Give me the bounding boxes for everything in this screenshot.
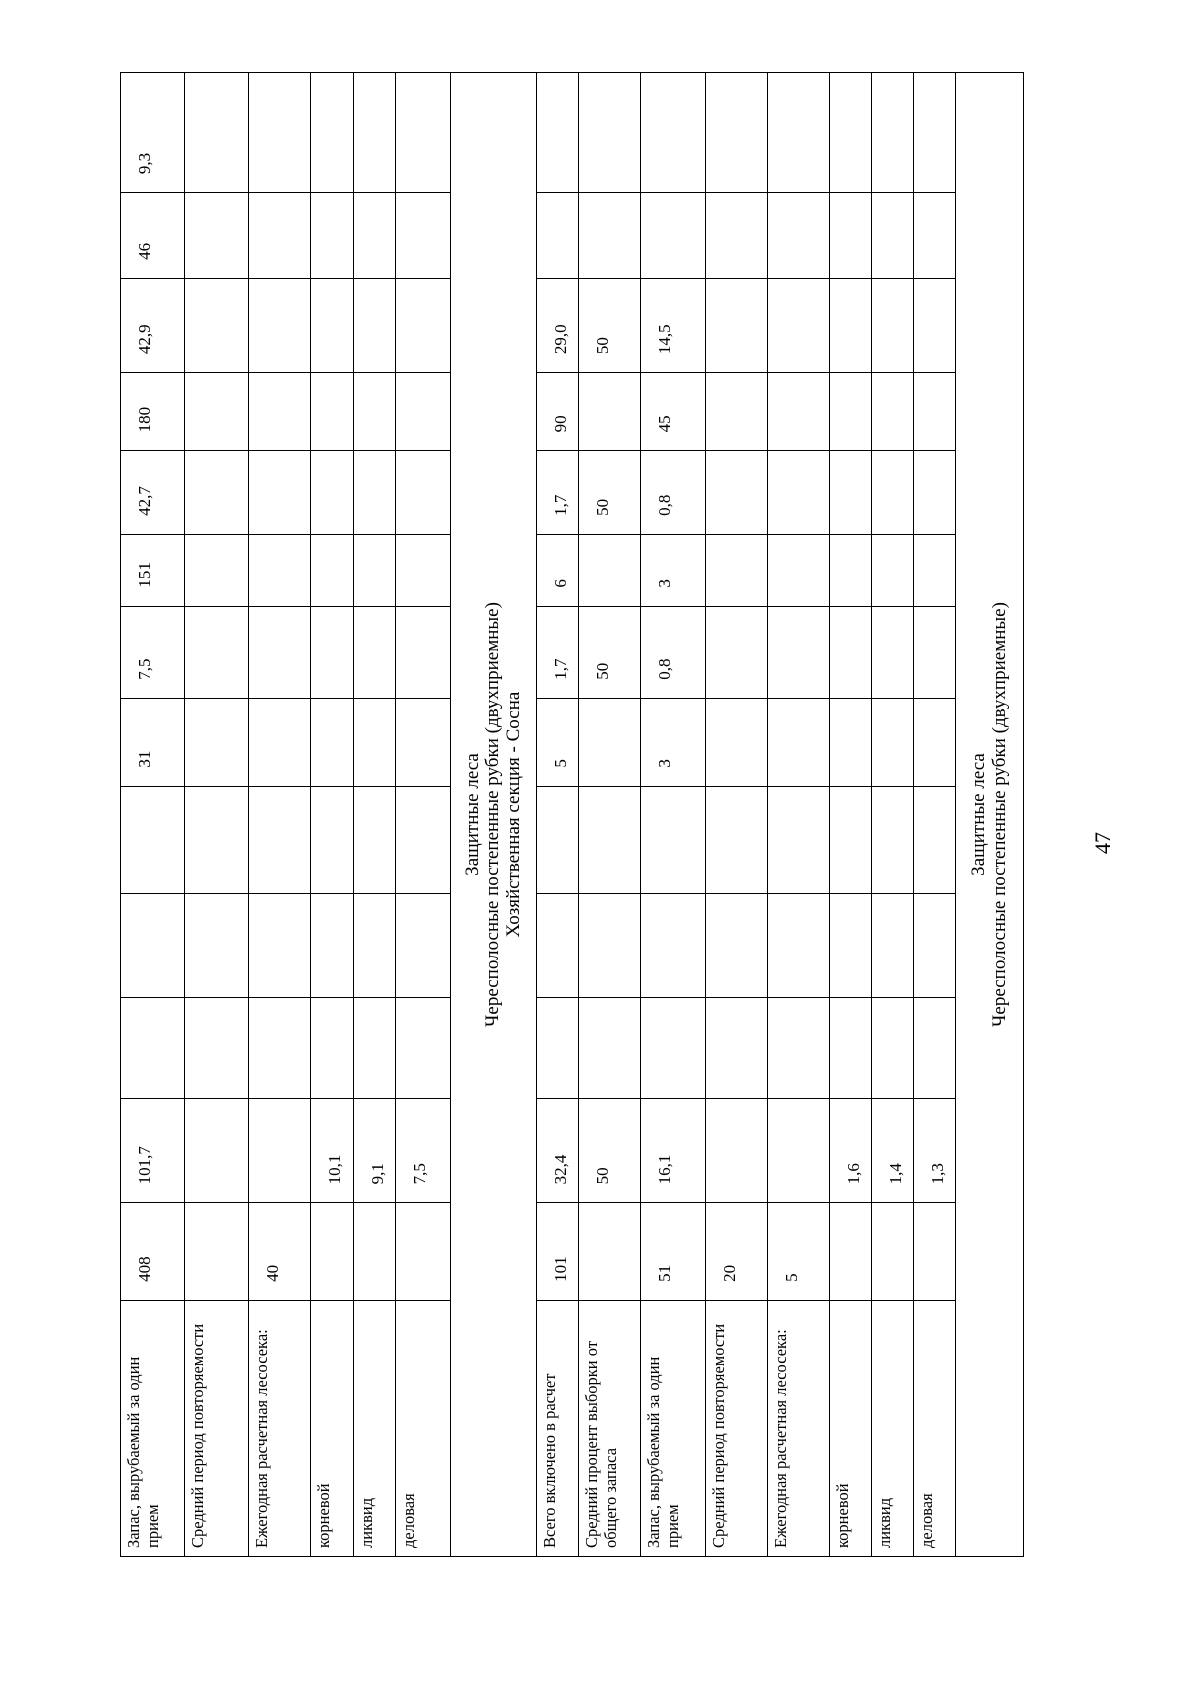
table-cell: 90 — [537, 373, 579, 451]
table-cell — [914, 893, 956, 997]
table-cell — [396, 278, 451, 372]
table-cell — [768, 278, 830, 372]
table-row — [830, 73, 872, 1557]
table-cell — [311, 606, 354, 698]
table-cell — [914, 193, 956, 279]
table-cell — [768, 997, 830, 1099]
table-cell — [396, 451, 451, 535]
table-cell — [872, 534, 914, 606]
table-cell — [579, 373, 641, 451]
table-cell: 151 — [121, 534, 185, 606]
table-cell — [914, 278, 956, 372]
row-label: ликвид — [354, 1300, 396, 1556]
table-cell — [579, 786, 641, 893]
table-cell — [706, 73, 768, 193]
table-cell — [249, 534, 311, 606]
table-cell: 101,7 — [121, 1099, 185, 1203]
table-cell — [579, 534, 641, 606]
table-cell — [311, 786, 354, 893]
table-cell — [872, 1203, 914, 1301]
table-cell — [185, 786, 249, 893]
table-cell: 9,1 — [354, 1099, 396, 1203]
table-cell — [354, 893, 396, 997]
table-cell — [354, 73, 396, 193]
table-cell — [121, 786, 185, 893]
table-cell — [396, 997, 451, 1099]
table-cell — [537, 73, 579, 193]
table-cell — [579, 193, 641, 279]
table-cell: 50 — [579, 278, 641, 372]
table-cell: 7,5 — [396, 1099, 451, 1203]
table-cell — [396, 606, 451, 698]
table-cell — [706, 893, 768, 997]
table-cell — [830, 534, 872, 606]
table-cell — [872, 606, 914, 698]
table-cell — [706, 1099, 768, 1203]
table-cell — [830, 193, 872, 279]
section-title-line: Чересполосные постепенные рубки (двухприемные) — [988, 602, 1010, 1027]
table-cell — [641, 73, 706, 193]
table-cell — [354, 193, 396, 279]
row-label: деловая — [914, 1300, 956, 1556]
table-cell — [249, 278, 311, 372]
table-cell: 0,8 — [641, 606, 706, 698]
row-label: деловая — [396, 1300, 451, 1556]
table-cell: 1,7 — [537, 606, 579, 698]
table-cell — [537, 193, 579, 279]
table-cell — [354, 373, 396, 451]
table-cell — [249, 698, 311, 786]
table-cell — [396, 534, 451, 606]
table-cell — [311, 997, 354, 1099]
table-row — [537, 73, 579, 1557]
table-cell — [537, 893, 579, 997]
table-cell — [396, 786, 451, 893]
table-cell: 50 — [579, 606, 641, 698]
table-cell: 50 — [579, 1099, 641, 1203]
table-cell — [914, 534, 956, 606]
table-cell — [768, 73, 830, 193]
table-cell — [830, 373, 872, 451]
table-cell: 1,7 — [537, 451, 579, 535]
table-cell: 42,7 — [121, 451, 185, 535]
table-cell — [185, 1203, 249, 1301]
table-cell — [641, 193, 706, 279]
table-cell — [914, 698, 956, 786]
table-cell — [768, 1099, 830, 1203]
table-cell — [354, 278, 396, 372]
table-cell — [872, 278, 914, 372]
table-row — [396, 73, 451, 1557]
table-cell — [830, 698, 872, 786]
table-cell — [641, 997, 706, 1099]
table-cell — [641, 786, 706, 893]
table-cell — [830, 606, 872, 698]
table-cell — [579, 698, 641, 786]
table-cell — [185, 1099, 249, 1203]
table-cell: 3 — [641, 534, 706, 606]
table-cell — [914, 606, 956, 698]
section-title — [956, 73, 1024, 1557]
table-cell — [249, 786, 311, 893]
table-cell: 1,4 — [872, 1099, 914, 1203]
table-cell — [354, 534, 396, 606]
table-row — [249, 73, 311, 1557]
table-cell — [872, 786, 914, 893]
table-cell — [185, 534, 249, 606]
table-row — [872, 73, 914, 1557]
table-cell — [579, 73, 641, 193]
table-row — [641, 73, 706, 1557]
table-cell: 1,3 — [914, 1099, 956, 1203]
table-cell — [537, 997, 579, 1099]
table-cell: 50 — [579, 451, 641, 535]
table-cell: 408 — [121, 1203, 185, 1301]
table-cell — [914, 451, 956, 535]
row-label: Ежегодная расчетная лесосека: — [249, 1300, 311, 1556]
table-cell — [914, 1203, 956, 1301]
table-cell — [768, 534, 830, 606]
table-cell — [185, 193, 249, 279]
cutting-calculation-table — [120, 72, 1024, 1557]
table-cell — [768, 893, 830, 997]
table-cell — [354, 786, 396, 893]
table-cell — [121, 893, 185, 997]
table-cell — [830, 451, 872, 535]
table-cell: 45 — [641, 373, 706, 451]
table-cell: 3 — [641, 698, 706, 786]
table-cell — [396, 193, 451, 279]
table-cell — [914, 997, 956, 1099]
row-label: Средний процент выборки от общего запаса — [579, 1300, 641, 1556]
row-label: Средний период повторяемости — [185, 1300, 249, 1556]
table-cell — [872, 73, 914, 193]
table-cell: 180 — [121, 373, 185, 451]
table-cell — [768, 373, 830, 451]
table-cell: 20 — [706, 1203, 768, 1301]
table-row — [914, 73, 956, 1557]
row-label: Ежегодная расчетная лесосека: — [768, 1300, 830, 1556]
table-cell — [830, 278, 872, 372]
section-title-line: Хозяйственная секция - Сосна — [502, 691, 524, 938]
table-cell: 16,1 — [641, 1099, 706, 1203]
table-cell — [706, 451, 768, 535]
table-cell: 10,1 — [311, 1099, 354, 1203]
rotated-table-area — [120, 72, 1081, 1557]
table-cell: 1,6 — [830, 1099, 872, 1203]
table-cell — [311, 698, 354, 786]
table-cell — [185, 997, 249, 1099]
table-cell — [579, 893, 641, 997]
table-cell — [249, 893, 311, 997]
table-cell — [706, 534, 768, 606]
table-cell — [872, 373, 914, 451]
table-row — [185, 73, 249, 1557]
row-label: Средний период повторяемости — [706, 1300, 768, 1556]
table-cell — [872, 893, 914, 997]
table-row — [354, 73, 396, 1557]
table-cell: 42,9 — [121, 278, 185, 372]
table-cell — [872, 698, 914, 786]
table-cell — [185, 698, 249, 786]
table-cell — [579, 1203, 641, 1301]
table-cell — [185, 451, 249, 535]
table-cell — [249, 193, 311, 279]
table-body — [121, 73, 1024, 1557]
table-cell — [185, 73, 249, 193]
table-cell — [830, 997, 872, 1099]
section-title-row — [451, 73, 537, 1557]
table-cell — [706, 373, 768, 451]
table-cell — [249, 451, 311, 535]
table-cell — [185, 893, 249, 997]
table-cell — [249, 997, 311, 1099]
table-cell: 40 — [249, 1203, 311, 1301]
table-cell — [396, 373, 451, 451]
table-cell — [872, 193, 914, 279]
table-cell: 0,8 — [641, 451, 706, 535]
table-cell — [537, 786, 579, 893]
table-row — [311, 73, 354, 1557]
table-cell — [396, 698, 451, 786]
table-cell — [249, 1099, 311, 1203]
section-title-line: Защитные леса — [461, 753, 483, 876]
table-row — [121, 73, 185, 1557]
table-cell — [311, 73, 354, 193]
section-title-line: Чересполосные постепенные рубки (двухприемные) — [482, 602, 504, 1027]
table-cell — [311, 534, 354, 606]
table-cell — [768, 786, 830, 893]
table-cell: 101 — [537, 1203, 579, 1301]
table-cell — [830, 73, 872, 193]
row-label: Запас, вырубаемый за один прием — [641, 1300, 706, 1556]
table-cell: 32,4 — [537, 1099, 579, 1203]
table-cell: 29,0 — [537, 278, 579, 372]
table-cell — [706, 278, 768, 372]
table-cell — [768, 451, 830, 535]
table-cell — [311, 373, 354, 451]
table-cell: 7,5 — [121, 606, 185, 698]
section-title-line: Защитные леса — [967, 753, 989, 876]
table-cell — [121, 997, 185, 1099]
table-cell — [185, 606, 249, 698]
table-cell: 9,3 — [121, 73, 185, 193]
table-cell — [354, 1203, 396, 1301]
table-cell — [249, 606, 311, 698]
table-cell — [641, 893, 706, 997]
table-cell — [872, 451, 914, 535]
table-cell: 14,5 — [641, 278, 706, 372]
table-row — [579, 73, 641, 1557]
table-cell — [249, 73, 311, 193]
table-cell — [185, 373, 249, 451]
table-cell — [706, 786, 768, 893]
table-cell: 31 — [121, 698, 185, 786]
table-cell: 46 — [121, 193, 185, 279]
table-cell — [311, 278, 354, 372]
table-row — [706, 73, 768, 1557]
table-cell: 51 — [641, 1203, 706, 1301]
table-cell — [872, 997, 914, 1099]
table-cell — [768, 606, 830, 698]
table-row — [768, 73, 830, 1557]
row-label: ликвид — [872, 1300, 914, 1556]
table-cell — [706, 193, 768, 279]
section-title — [451, 73, 537, 1557]
table-cell — [396, 73, 451, 193]
table-cell: 5 — [768, 1203, 830, 1301]
table-cell — [830, 786, 872, 893]
table-cell — [354, 606, 396, 698]
table-cell: 6 — [537, 534, 579, 606]
table-cell — [249, 373, 311, 451]
table-cell — [354, 698, 396, 786]
table-cell — [185, 278, 249, 372]
row-label: корневой — [830, 1300, 872, 1556]
table-cell — [579, 997, 641, 1099]
table-cell — [396, 1203, 451, 1301]
table-cell — [396, 893, 451, 997]
table-cell — [914, 73, 956, 193]
table-cell — [706, 997, 768, 1099]
table-cell — [311, 893, 354, 997]
table-cell — [706, 606, 768, 698]
section-title-row — [956, 73, 1024, 1557]
page-number: 47 — [1090, 832, 1115, 854]
table-cell — [914, 786, 956, 893]
table-cell: 5 — [537, 698, 579, 786]
table-cell — [354, 451, 396, 535]
table-cell — [311, 1203, 354, 1301]
table-cell — [311, 193, 354, 279]
row-label: корневой — [311, 1300, 354, 1556]
row-label: Всего включено в расчет — [537, 1300, 579, 1556]
table-cell — [914, 373, 956, 451]
row-label: Запас, вырубаемый за один прием — [121, 1300, 185, 1556]
table-cell — [768, 193, 830, 279]
table-cell — [768, 698, 830, 786]
table-cell — [311, 451, 354, 535]
table-cell — [354, 997, 396, 1099]
table-cell — [830, 1203, 872, 1301]
table-cell — [706, 698, 768, 786]
table-cell — [830, 893, 872, 997]
